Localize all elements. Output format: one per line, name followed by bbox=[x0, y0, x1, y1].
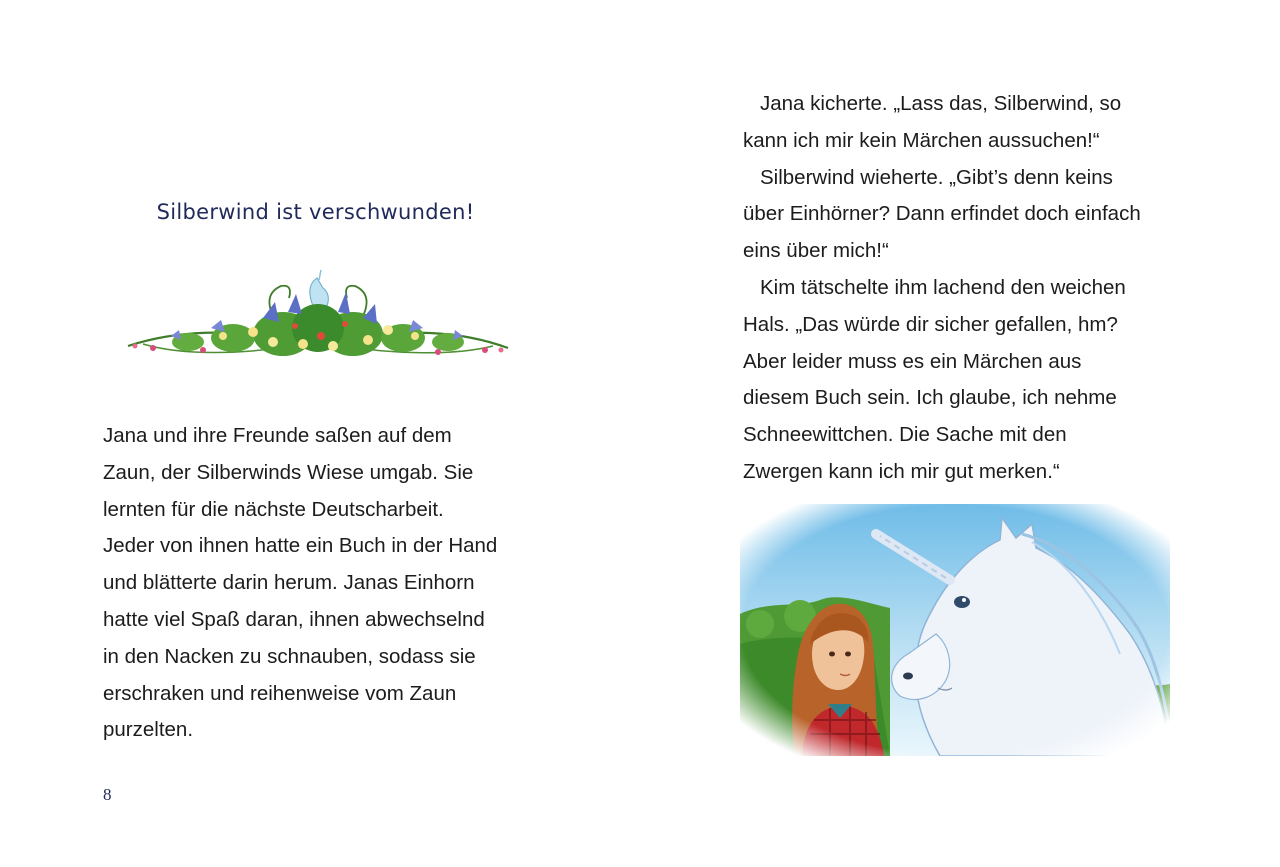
text-line: lernten für die nächste Deutscharbeit. bbox=[103, 497, 444, 521]
right-page bbox=[640, 0, 1280, 867]
girl-unicorn-illustration-icon bbox=[740, 504, 1170, 756]
right-paragraph bbox=[743, 86, 1183, 491]
page-number: 8 bbox=[103, 785, 112, 804]
chapter-title: Silberwind ist verschwunden! bbox=[156, 200, 475, 224]
text-line: Schneewittchen. Die Sache mit den bbox=[743, 423, 1067, 447]
text-line: eins über mich!“ bbox=[743, 239, 889, 263]
floral-ornament-icon bbox=[123, 266, 513, 378]
text-line: Zwergen kann ich mir gut merken.“ bbox=[743, 459, 1060, 483]
text-line: hatte viel Spaß daran, ihnen abwechselnd bbox=[103, 607, 485, 631]
text-line: Aber leider muss es ein Märchen aus bbox=[743, 349, 1082, 373]
text-line: Jana kicherte. „Lass das, Silberwind, so bbox=[760, 92, 1122, 115]
text-line: Hals. „Das würde dir sicher gefallen, hm? bbox=[743, 312, 1118, 336]
text-line: Zaun, der Silberwinds Wiese umgab. Sie bbox=[103, 460, 474, 484]
text-line: diesem Buch sein. Ich glaube, ich nehme bbox=[743, 386, 1117, 410]
text-line: Jeder von ihnen hatte ein Buch in der Hand bbox=[103, 534, 498, 558]
text-line: erschraken und reihenweise vom Zaun bbox=[103, 681, 457, 705]
text-line: über Einhörner? Dann erfindet doch einfach bbox=[743, 202, 1141, 226]
left-paragraph bbox=[103, 418, 543, 749]
text-line: purzelten. bbox=[103, 718, 194, 742]
text-line: Silberwind wieherte. „Gibt’s denn keins bbox=[760, 165, 1113, 189]
text-line: kann ich mir kein Märchen aussuchen!“ bbox=[743, 128, 1100, 152]
text-line: und blätterte darin herum. Janas Einhorn bbox=[103, 571, 475, 595]
text-line: in den Nacken zu schnauben, sodass sie bbox=[103, 644, 476, 668]
text-line: Kim tätschelte ihm lachend den weichen bbox=[760, 275, 1126, 299]
text-line: Jana und ihre Freunde saßen auf dem bbox=[103, 424, 452, 447]
